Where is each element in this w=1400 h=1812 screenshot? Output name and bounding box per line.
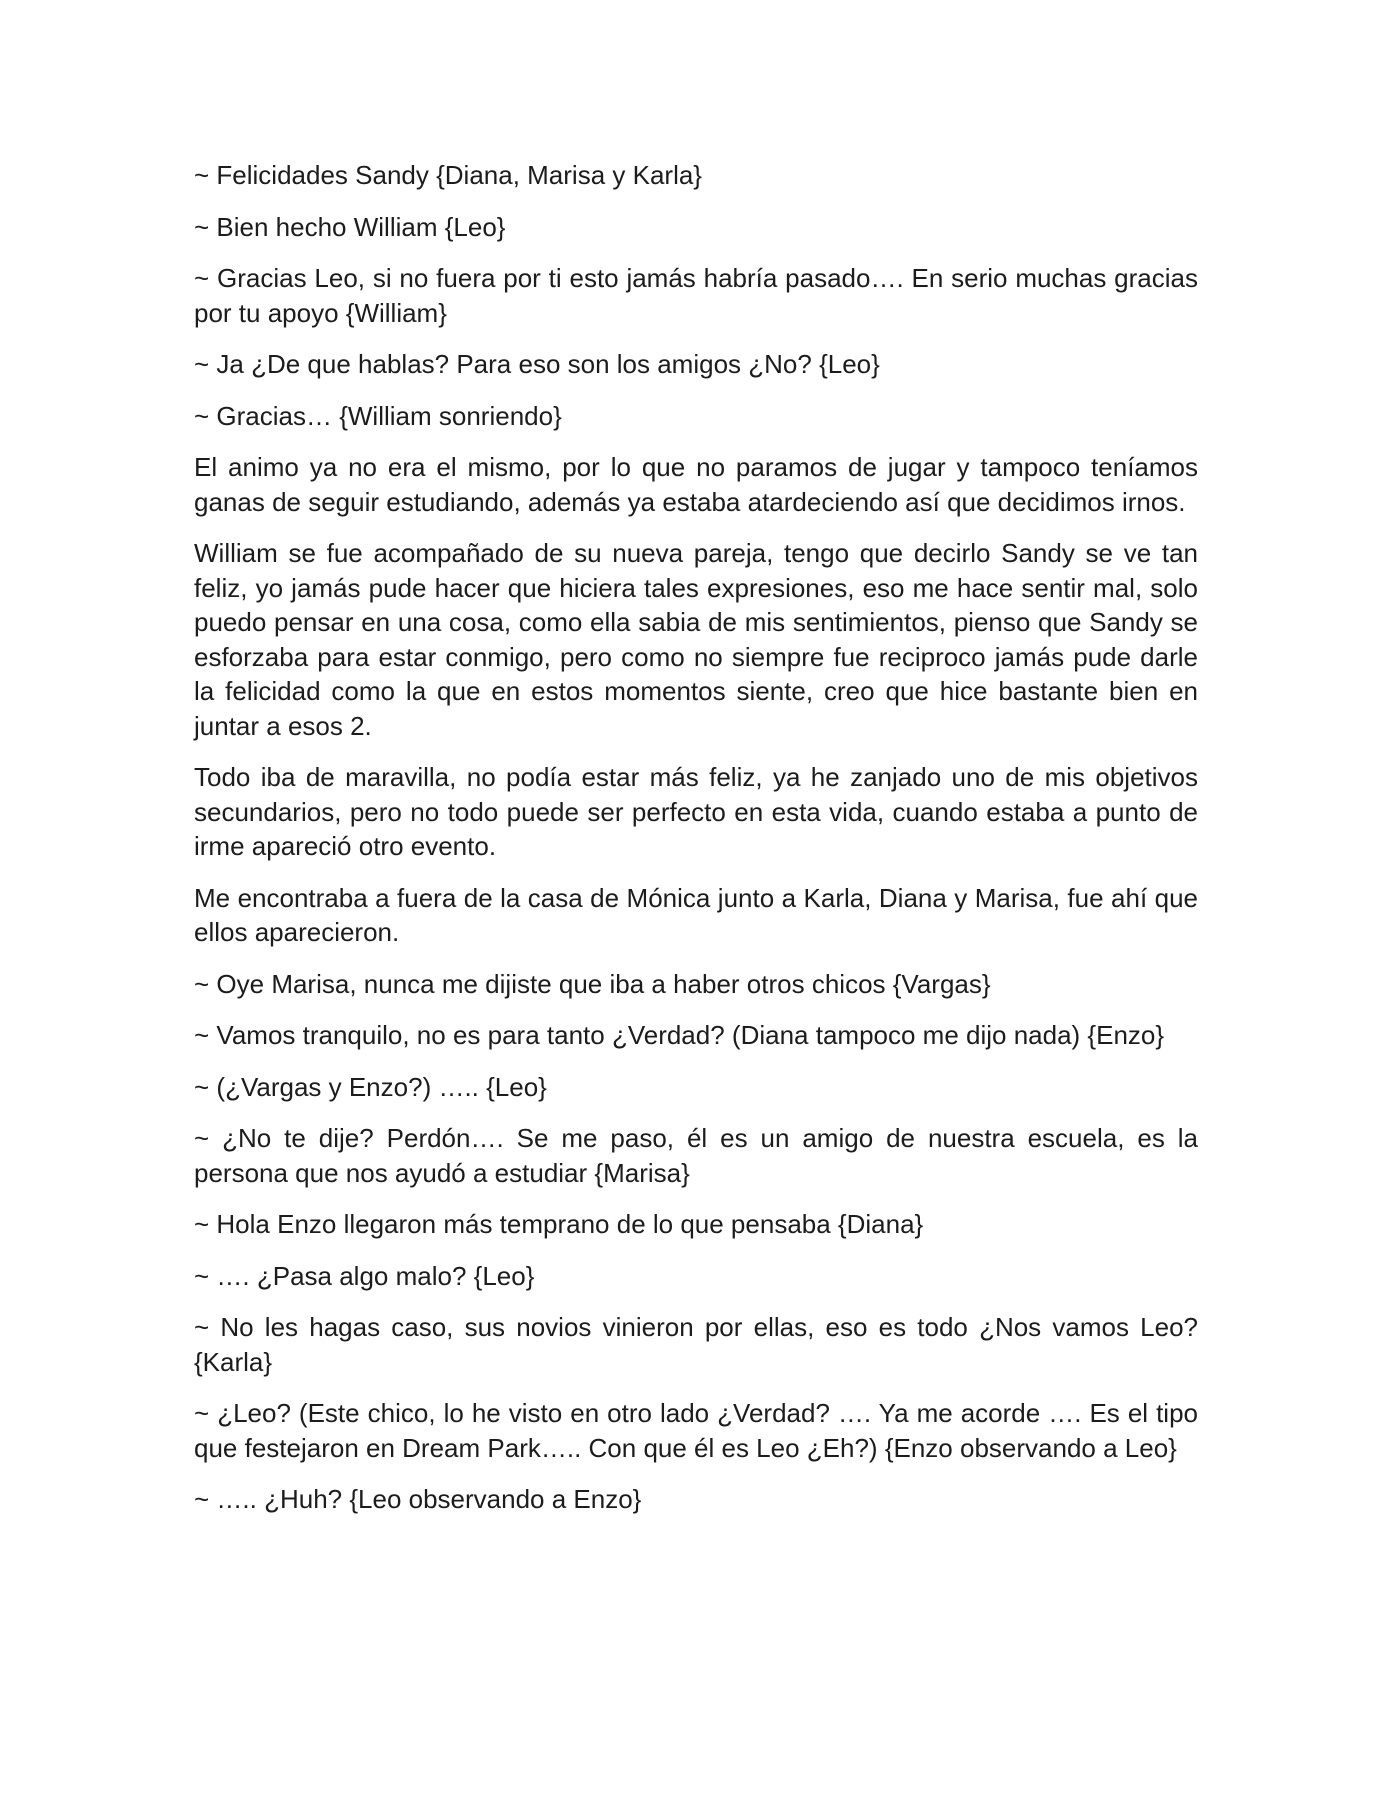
narrative-paragraph: Me encontraba a fuera de la casa de Mónica junto a Karla, Diana y Marisa, fue ahí que ellos aparecieron. — [194, 882, 1198, 947]
dialogue-line: ~ ….. ¿Huh? {Leo observando a Enzo} — [194, 1484, 642, 1514]
narrative-paragraph: William se fue acompañado de su nueva pareja, tengo que decirlo Sandy se ve tan feliz, yo jamás pude hacer que hiciera tales expresiones, eso me hace sentir mal, solo puedo pensar en una cosa, como ella sabia de mis sentimientos, pienso que Sandy se esforzaba para estar conmigo, pero como no siempre fue reciproco jamás pude darle la felicidad como la que en estos momentos siente, creo que hice bastante bien en juntar a esos 2. — [194, 538, 1198, 741]
dialogue-line: ~ (¿Vargas y Enzo?) ….. {Leo} — [194, 1071, 547, 1102]
dialogue-line: ~ Ja ¿De que hablas? Para eso son los amigos ¿No? {Leo} — [194, 349, 880, 379]
dialogue-line: ~ ¿Leo? (Este chico, lo he visto en otro lado ¿Verdad? …. Ya me acorde …. Es el tipo que festejaron en Dream Park….. Con que él es Leo ¿Eh?) {Enzo observando a Leo} — [194, 1398, 1198, 1463]
dialogue-line: ~ Gracias… {William sonriendo} — [194, 400, 562, 431]
dialogue-line: ~ …. ¿Pasa algo malo? {Leo} — [194, 1260, 535, 1291]
narrative-paragraph: Todo iba de maravilla, no podía estar más feliz, ya he zanjado uno de mis objetivos secundarios, pero no todo puede ser perfecto en esta vida, cuando estaba a punto de irme apareció otro evento. — [194, 762, 1198, 861]
dialogue-line: ~ Bien hecho William {Leo} — [194, 211, 506, 242]
document-page — [194, 158, 1198, 1534]
dialogue-line: ~ Vamos tranquilo, no es para tanto ¿Verdad? (Diana tampoco me dijo nada) {Enzo} — [194, 1020, 1165, 1050]
narrative-paragraph: El animo ya no era el mismo, por lo que no paramos de jugar y tampoco teníamos ganas de seguir estudiando, además ya estaba atardeciendo así que decidimos irnos. — [194, 452, 1198, 517]
dialogue-line: ~ No les hagas caso, sus novios vinieron por ellas, eso es todo ¿Nos vamos Leo? {Karla} — [194, 1312, 1198, 1377]
dialogue-line: ~ Gracias Leo, si no fuera por ti esto jamás habría pasado…. En serio muchas gracias por tu apoyo {William} — [194, 263, 1198, 328]
dialogue-line: ~ Felicidades Sandy {Diana, Marisa y Karla} — [194, 160, 702, 190]
dialogue-line: ~ Hola Enzo llegaron más temprano de lo que pensaba {Diana} — [194, 1209, 924, 1239]
dialogue-line: ~ ¿No te dije? Perdón…. Se me paso, él es un amigo de nuestra escuela, es la persona que nos ayudó a estudiar {Marisa} — [194, 1123, 1198, 1188]
dialogue-line: ~ Oye Marisa, nunca me dijiste que iba a haber otros chicos {Vargas} — [194, 968, 991, 999]
